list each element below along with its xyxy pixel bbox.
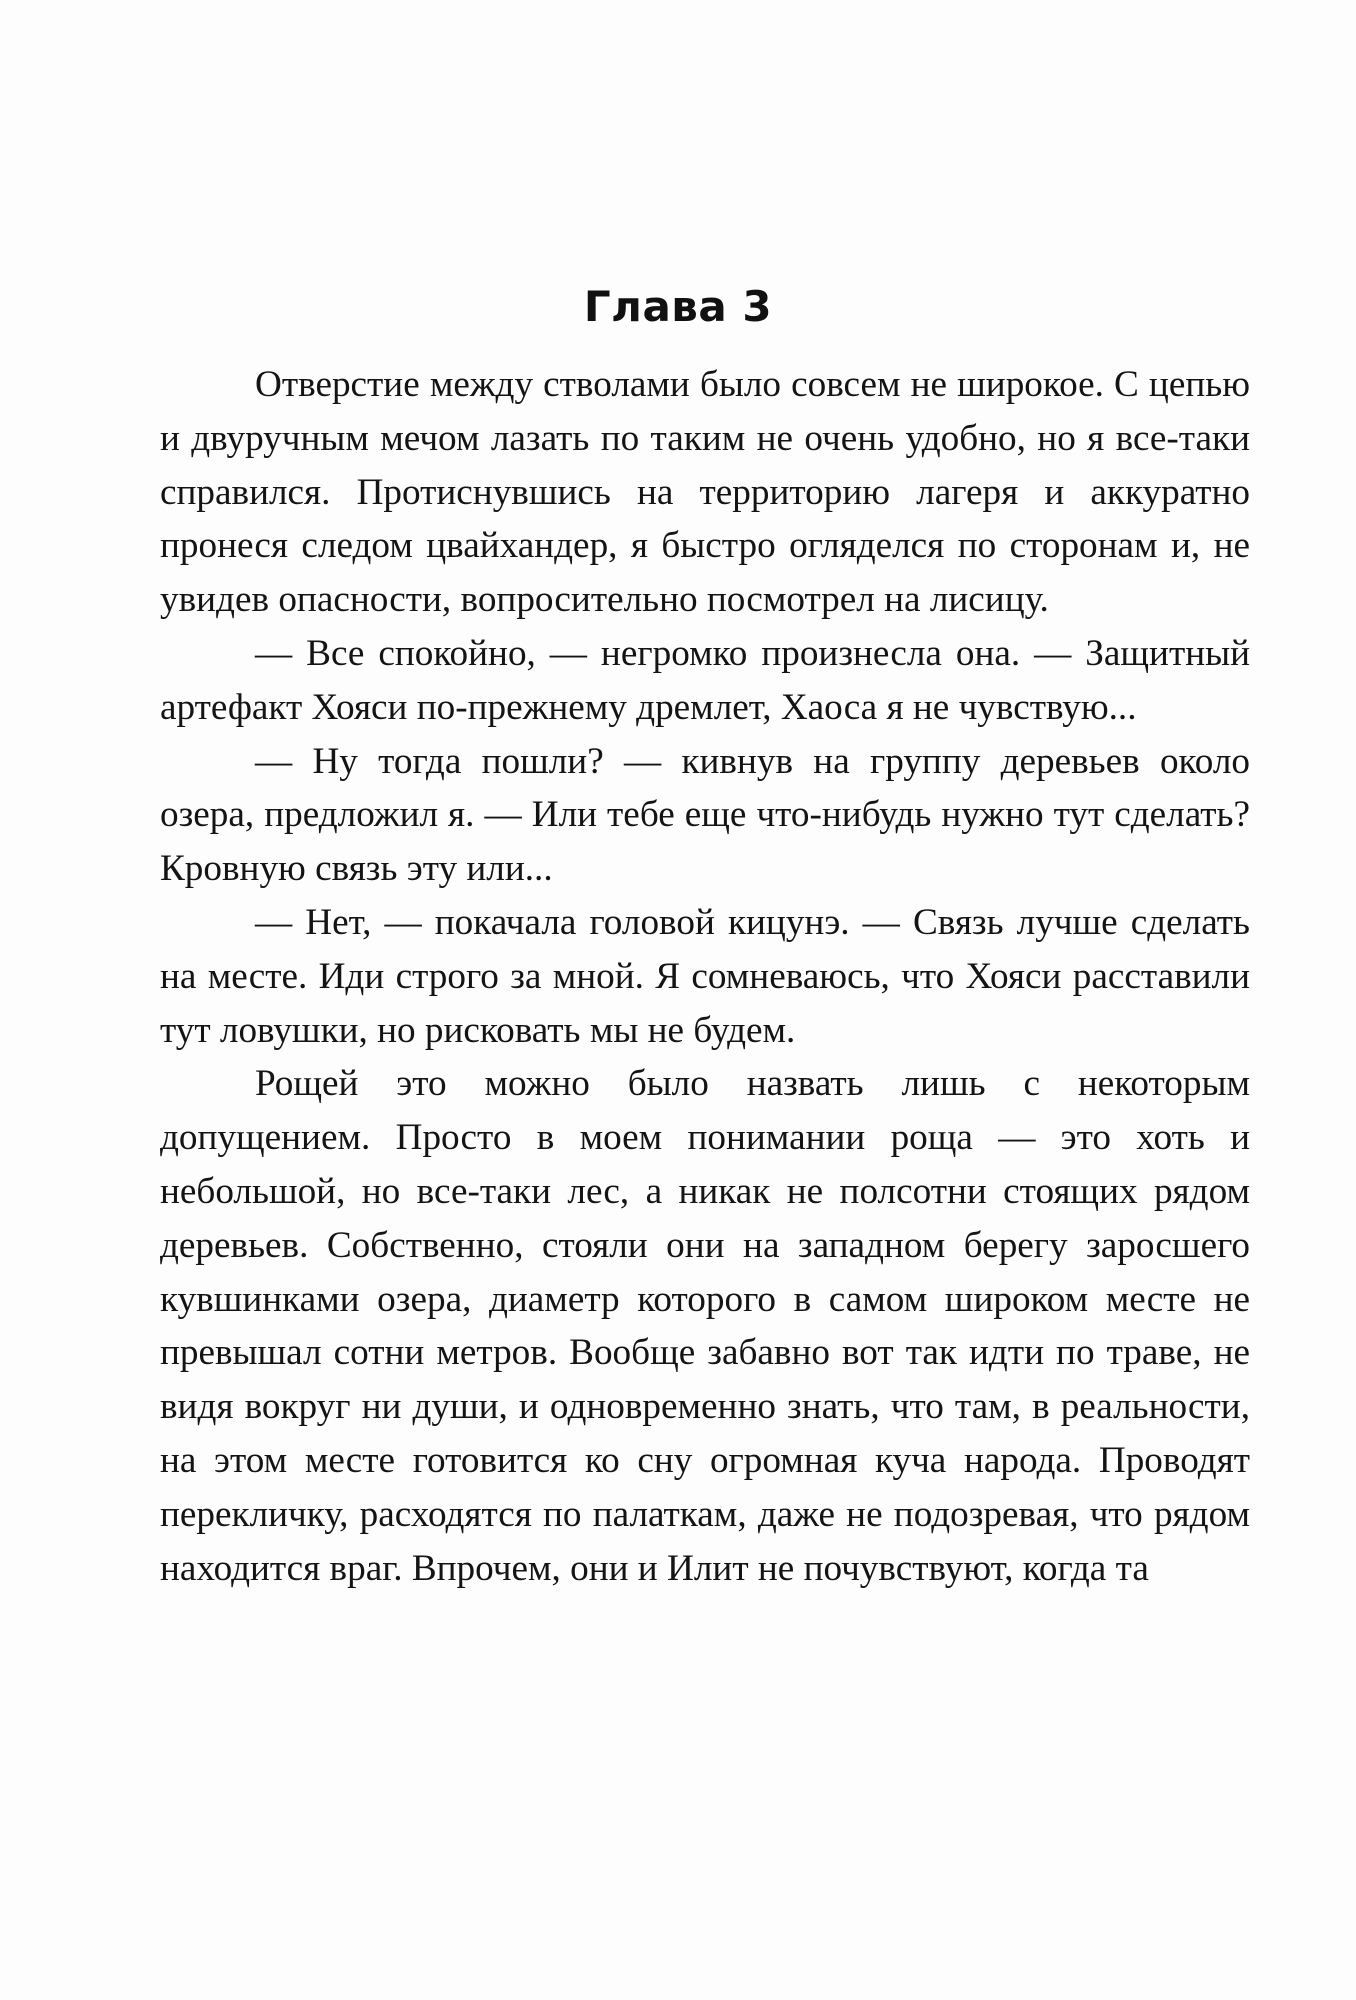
paragraph: — Нет, — покачала головой кицунэ. — Связь лучше сделать на месте. Иди строго за мной. Я сомневаюсь, что Хояси расставили тут ловушки, но рисковать мы не будем. — [160, 901, 1250, 1051]
paragraph: — Ну тогда пошли? — кивнув на группу деревьев около озера, предложил я. — Или тебе еще что-нибудь нужно тут сделать? Кровную связь эту или... — [160, 740, 1250, 890]
paragraph: Рощей это можно было назвать лишь с некоторым допущением. Просто в моем понимании роща — это хоть и небольшой, но все-таки лес, а никак не полсотни стоящих рядом деревьев. Собственно, стояли они на западном берегу заросшего кувшинками озера, диаметр которого в самом широком месте не превышал сотни метров. Вообще забавно вот так идти по траве, не видя вокруг ни души, и одновременно знать, что там, в реальности, на этом месте готовится ко сну огромная куча народа. Проводят перекличку, расходятся по палаткам, даже не подозревая, что рядом находится враг. Впрочем, они и Илит не почувствуют, когда та — [160, 1063, 1250, 1589]
body-text — [160, 358, 1250, 1595]
chapter-title: Глава 3 — [583, 282, 773, 332]
paragraph: Отверстие между стволами было совсем не широкое. С цепью и двуручным мечом лазать по таким не очень удобно, но я все-таки справился. Протиснувшись на территорию лагеря и аккуратно пронеся следом цвайхандер, я быстро огляделся по сторонам и, не увидев опасности, вопросительно посмотрел на лисицу. — [160, 364, 1250, 621]
paragraph: — Все спокойно, — негромко произнесла она. — Защитный артефакт Хояси по-прежнему дремлет, Хаоса я не чувствую... — [160, 632, 1250, 728]
